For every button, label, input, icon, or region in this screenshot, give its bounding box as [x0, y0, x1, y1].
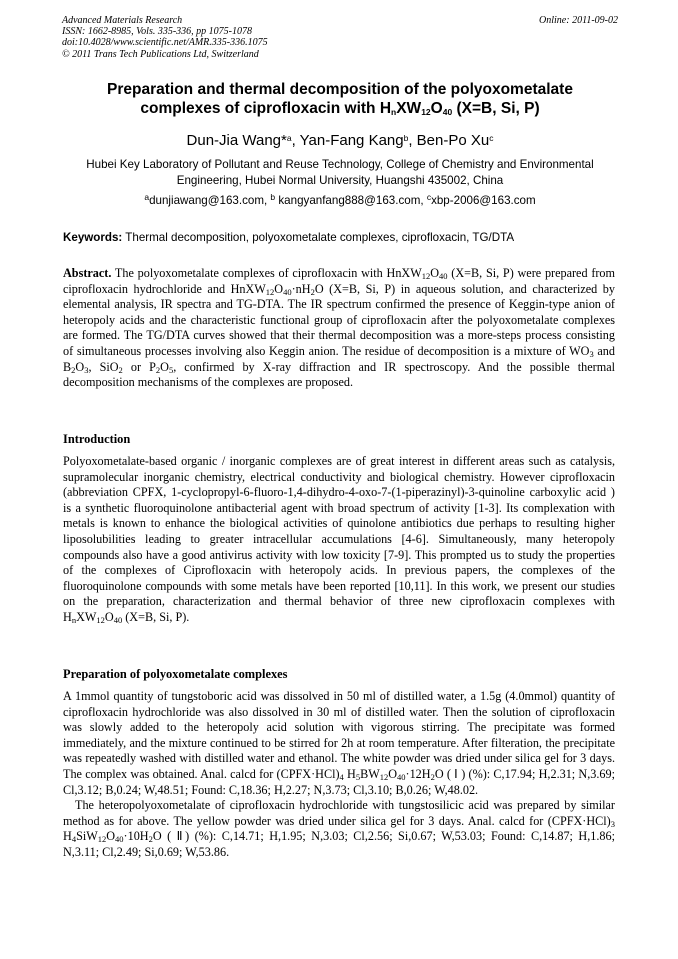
- copyright-line: © 2011 Trans Tech Publications Ltd, Switzerland: [62, 48, 259, 60]
- author-emails: $^a$dunjiawang@163.com, $^b$ kangyanfang888@163.com, $^c$xbp-2006@163.com: [144, 192, 536, 207]
- preparation-paragraph-1: A 1mmol quantity of tungstoboric acid was dissolved in 50 ml of distilled water, a 1.5g (4.0mmol) quantity of ciprofloxacin hydrochloride was also dissolved in 30 ml of distilled water. Then the solution of ciprofloxacin was slowly added to the heteropoly acid solution with vigorous stirring. The precipitate was formed immediately, and the mixture continued to be stirred for 2h at room temperature. After filteration, the precipitate was repeatedly washed with distilled water and ethanol. The white powder was dried under silica gel for 3 days. The complex was obtained. Anal. calcd for $(CPFX\cdot HCl)_4$ $H_5BW_{12}O_{40}\cdot 12H_2O$ ( Ⅰ ) (%): C,17.94; H,2.31; N,3.69; Cl,3.12; B,0.24; W,48.51; Found: C,18.36; H,2.27; N,3.73; Cl,3.10; B,0.26; W,48.02.: [63, 689, 615, 797]
- preparation-heading: Preparation of polyoxometalate complexes: [63, 667, 288, 681]
- keywords-text: Thermal decomposition, polyoxometalate complexes, ciprofloxacin, TG/DTA: [122, 231, 515, 244]
- title-line-2: complexes of ciprofloxacin with $H_nXW_{12}O_{40}$ (X=B, Si, P): [140, 100, 540, 117]
- introduction-heading: Introduction: [63, 432, 131, 446]
- author-list: Dun-Jia Wang*$^a$, Yan-Fang Kang$^b$, Ben-Po Xu$^c$: [186, 132, 494, 149]
- introduction-body: Polyoxometalate-based organic / inorganic complexes are of great interest in different areas such as catalysis, supramolecular inorganic chemistry, electrical conductivity and biological chemistry. However ciprofloxacin (abbreviation CPFX, 1-cyclopropyl-6-fluoro-1,4-dihydro-4-oxo-7-(1-piperazinyl)-3-quinoline carboxylic acid ) is a synthetic fluoroquinolone antibacterial agent with broad spectrum of activity [1-3]. Its complexation with metals is known to enhance the biological activities of quinolone antibiotics due perhaps to resulting higher liposolubilities leading to greater intracellular accumulations [4-6]. Simultaneously, many heteropoly compounds also have a good antivirus activity with low toxicity [7-9]. This prompted us to study the properties of the complexes of Ciprofloxacin with heteropoly acids. In previous papers, the complexes of the fluoroquinolone compounds with some metals have been reported [10,11]. In this work, we present our studies on the preparation, characterization and thermal behavior of three new ciprofloxacin complexes with $H_nXW_{12}O_{40}$ (X=B, Si, P).: [63, 454, 615, 625]
- issn-line: ISSN: 1662-8985, Vols. 335-336, pp 1075-1078: [62, 26, 252, 38]
- title-line-1: Preparation and thermal decomposition of the polyoxometalate: [107, 81, 573, 98]
- online-date: Online: 2011-09-02: [539, 15, 618, 26]
- affiliation: Hubei Key Laboratory of Pollutant and Reuse Technology, College of Chemistry and Environmental Engineering, Hubei Normal University, Huangshi 435002, China: [86, 158, 594, 187]
- keywords: [63, 230, 619, 245]
- paper-title: [60, 80, 620, 118]
- preparation-body: [63, 689, 615, 861]
- journal-name: Advanced Materials Research: [62, 15, 183, 26]
- doi-line: doi:10.4028/www.scientific.net/AMR.335-336.1075: [62, 37, 268, 49]
- keywords-label: Keywords:: [63, 231, 123, 244]
- journal-header: [62, 15, 618, 60]
- abstract: Abstract. The polyoxometalate complexes of ciprofloxacin with $HnXW_{12}O_{40}$ (X=B, Si, P) were prepared from ciprofloxacin hydrochloride and $HnXW_{12}O_{40}\cdot nH_2O$ (X=B, Si, P) in aqueous solution, and characterized by elemental analysis, IR spectra and TG-DTA. The IR spectrum confirmed the presence of Keggin-type anion of heteropoly acids and the characteristic functional group of ciprofloxacin after the polyoxometalate complexes are formed. The TG/DTA curves showed that their thermal decomposition was a more-steps process consisting of simultaneous processes involving also Keggin anion. The residue of decomposition is a mixture of $WO_3$ and $B_2O_3$, SiO$_2$ or $P_2O_5$, confirmed by X-ray diffraction and IR spectroscopy. And the possible thermal decomposition mechanisms of the complexes are proposed.: [63, 266, 616, 390]
- abstract-label: Abstract.: [63, 266, 112, 280]
- preparation-paragraph-2: The heteropolyoxometalate of ciprofloxacin hydrochloride with tungstosilicic acid was prepared by similar method as for above. The yellow powder was dried under silica gel for 3 days. Anal. calcd for $(CPFX\cdot HCl)_3$ $H_4SiW_{12}O_{40}\cdot 10H_2O$ ( Ⅱ) (%): C,14.71; H,1.95; N,3.03; Cl,2.56; Si,0.67; W,53.03; Found: C,14.87; H,1.86; N,3.11; Cl,2.49; Si,0.69; W,53.86.: [63, 798, 615, 859]
